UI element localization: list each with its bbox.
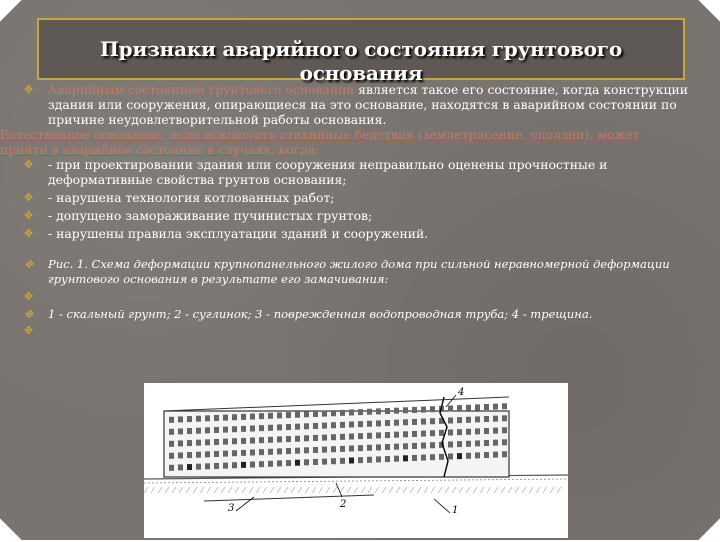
window	[502, 451, 507, 457]
figure-caption-item	[24, 257, 689, 287]
cause-text: - при проектировании здания или сооружения неправильно оценены прочностные и деформативные свойства грунтов основания;	[48, 157, 608, 187]
window	[439, 430, 444, 436]
window	[304, 411, 309, 417]
window	[286, 460, 291, 466]
window	[241, 438, 246, 444]
window	[313, 459, 318, 465]
window	[403, 407, 408, 413]
window	[358, 409, 363, 415]
window	[376, 420, 381, 426]
window	[475, 404, 480, 410]
window	[493, 440, 498, 446]
window	[394, 408, 399, 414]
cause-item	[24, 190, 689, 205]
window	[349, 457, 354, 463]
window	[484, 416, 489, 422]
figure-legend-item	[24, 307, 689, 322]
window	[457, 405, 462, 411]
window	[457, 441, 462, 447]
window	[205, 427, 210, 433]
window	[277, 448, 282, 454]
cause-text: - допущено замораживание пучинистых грунтов;	[48, 208, 373, 223]
window	[268, 449, 273, 455]
window	[385, 420, 390, 426]
window	[466, 441, 471, 447]
empty-item	[24, 289, 689, 304]
definition-paragraph	[24, 82, 689, 127]
window	[340, 458, 345, 464]
window	[412, 407, 417, 413]
window	[358, 433, 363, 439]
window	[232, 426, 237, 432]
window	[205, 451, 210, 457]
window	[178, 440, 183, 446]
window	[295, 412, 300, 418]
window	[349, 409, 354, 415]
window	[223, 439, 228, 445]
window	[385, 432, 390, 438]
window	[448, 453, 453, 459]
definition-text: является такое его состояние, когда конструкции здания или сооружения, опирающиеся на это основание, находятся в аварийном состоянии по причине неудовлетворительной работы основания.	[48, 82, 689, 127]
window	[178, 416, 183, 422]
window	[196, 464, 201, 470]
window	[205, 439, 210, 445]
natural-base-paragraph	[0, 127, 689, 157]
window	[367, 445, 372, 451]
window	[295, 424, 300, 430]
window	[241, 462, 246, 468]
window	[466, 429, 471, 435]
bullet-icon: ✥	[24, 227, 34, 240]
figure-label-2: 2	[340, 499, 347, 510]
window	[430, 430, 435, 436]
window	[313, 411, 318, 417]
window	[331, 434, 336, 440]
window	[286, 436, 291, 442]
window	[259, 461, 264, 467]
window	[250, 462, 255, 468]
window	[358, 457, 363, 463]
window	[322, 447, 327, 453]
definition-term: Аварийным состоянием грунтового основания	[48, 82, 355, 97]
window	[187, 440, 192, 446]
window	[304, 459, 309, 465]
window	[376, 432, 381, 438]
window	[187, 428, 192, 434]
window	[367, 409, 372, 415]
window	[502, 403, 507, 409]
window	[304, 435, 309, 441]
cause-item	[24, 226, 689, 241]
window	[250, 414, 255, 420]
window	[259, 449, 264, 455]
window	[241, 426, 246, 432]
window	[358, 445, 363, 451]
window	[277, 436, 282, 442]
window	[169, 429, 174, 435]
bullet-icon: ✥	[24, 209, 34, 222]
bullet-icon: ✥	[24, 308, 34, 321]
window	[322, 411, 327, 417]
window	[457, 429, 462, 435]
window	[502, 415, 507, 421]
window	[340, 446, 345, 452]
window	[268, 425, 273, 431]
window	[403, 455, 408, 461]
window	[412, 443, 417, 449]
window	[394, 432, 399, 438]
window	[484, 452, 489, 458]
window	[430, 454, 435, 460]
window	[421, 407, 426, 413]
window	[502, 439, 507, 445]
window	[178, 452, 183, 458]
window	[169, 441, 174, 447]
window	[223, 427, 228, 433]
window	[331, 410, 336, 416]
empty-item	[24, 323, 689, 338]
window	[205, 415, 210, 421]
window	[331, 458, 336, 464]
window	[466, 417, 471, 423]
window	[214, 415, 219, 421]
window	[295, 436, 300, 442]
window	[322, 435, 327, 441]
cause-text: - нарушена технология котлованных работ;	[48, 190, 335, 205]
window	[277, 412, 282, 418]
bullet-icon: ✥	[24, 324, 34, 337]
window	[412, 455, 417, 461]
window	[322, 459, 327, 465]
window	[214, 451, 219, 457]
building-deformation-figure	[144, 383, 568, 538]
window	[295, 460, 300, 466]
window	[214, 427, 219, 433]
window	[466, 405, 471, 411]
cause-item	[24, 157, 689, 187]
window	[340, 422, 345, 428]
window	[394, 420, 399, 426]
window	[430, 442, 435, 448]
window	[457, 453, 462, 459]
window	[376, 408, 381, 414]
window	[178, 464, 183, 470]
window	[277, 460, 282, 466]
window	[169, 417, 174, 423]
window	[223, 451, 228, 457]
window	[259, 413, 264, 419]
window	[295, 448, 300, 454]
window	[376, 444, 381, 450]
window	[421, 443, 426, 449]
window	[394, 456, 399, 462]
window	[484, 440, 489, 446]
building-diagram	[144, 383, 568, 538]
window	[448, 417, 453, 423]
window	[349, 433, 354, 439]
window	[475, 428, 480, 434]
window	[394, 444, 399, 450]
window	[268, 413, 273, 419]
window	[331, 446, 336, 452]
slide-title: Признаки аварийного состояния грунтового основания	[100, 37, 622, 85]
bullet-icon: ✥	[24, 290, 34, 303]
window	[403, 419, 408, 425]
window	[421, 431, 426, 437]
window	[367, 457, 372, 463]
window	[367, 433, 372, 439]
window	[403, 431, 408, 437]
window	[232, 414, 237, 420]
window	[385, 444, 390, 450]
cause-item	[24, 208, 689, 223]
window	[232, 438, 237, 444]
window	[232, 450, 237, 456]
window	[313, 435, 318, 441]
window	[412, 419, 417, 425]
window	[421, 455, 426, 461]
window	[223, 415, 228, 421]
window	[286, 412, 291, 418]
slide-content	[0, 82, 689, 338]
window	[493, 416, 498, 422]
window	[502, 427, 507, 433]
window	[241, 450, 246, 456]
window	[430, 418, 435, 424]
figure-label-4: 4	[458, 387, 465, 398]
window	[178, 428, 183, 434]
window	[430, 406, 435, 412]
figure-label-1: 1	[452, 505, 459, 516]
cause-text: - нарушены правила эксплуатации зданий и сооружений.	[48, 226, 429, 241]
window	[214, 463, 219, 469]
window	[205, 463, 210, 469]
window	[250, 450, 255, 456]
window	[493, 404, 498, 410]
window	[403, 443, 408, 449]
natural-base-text: Естественное основание, если исключить стихийные бедствия (землетрясение, оползни), может прийти в аварийное состояние в случаях, когда:	[0, 127, 640, 157]
window	[493, 428, 498, 434]
bullet-icon: ✥	[24, 191, 34, 204]
window	[367, 421, 372, 427]
window	[358, 421, 363, 427]
window	[376, 456, 381, 462]
figure-label-3: 3	[228, 503, 235, 514]
window	[349, 445, 354, 451]
window	[484, 404, 489, 410]
window	[187, 416, 192, 422]
window	[475, 452, 480, 458]
window	[439, 454, 444, 460]
window	[448, 405, 453, 411]
window	[484, 428, 489, 434]
window	[340, 434, 345, 440]
window	[286, 424, 291, 430]
window	[421, 419, 426, 425]
window	[493, 452, 498, 458]
window	[448, 441, 453, 447]
window	[196, 440, 201, 446]
window	[241, 414, 246, 420]
window	[313, 423, 318, 429]
window	[304, 423, 309, 429]
window	[250, 438, 255, 444]
window	[169, 453, 174, 459]
window	[223, 463, 228, 469]
window	[466, 453, 471, 459]
window	[250, 426, 255, 432]
window	[196, 428, 201, 434]
window	[286, 448, 291, 454]
window	[313, 447, 318, 453]
window	[412, 431, 417, 437]
window	[187, 464, 192, 470]
window	[268, 461, 273, 467]
window	[232, 462, 237, 468]
window	[331, 422, 336, 428]
window	[385, 408, 390, 414]
window	[214, 439, 219, 445]
figure-legend: 1 - скальный грунт; 2 - суглинок; 3 - поврежденная водопроводная труба; 4 - трещина.	[48, 307, 593, 321]
bullet-icon: ✥	[24, 158, 34, 171]
window	[196, 452, 201, 458]
bullet-icon: ✥	[24, 258, 34, 271]
bullet-icon: ✥	[24, 83, 34, 96]
window	[304, 447, 309, 453]
window	[349, 421, 354, 427]
window	[259, 437, 264, 443]
figure-caption: Рис. 1. Схема деформации крупнопанельного жилого дома при сильной неравномерной деформации грунтового основания в результате его замачивания:	[48, 257, 670, 286]
window	[475, 416, 480, 422]
title-box	[37, 18, 685, 85]
window	[475, 440, 480, 446]
window	[187, 452, 192, 458]
window	[259, 425, 264, 431]
window	[196, 416, 201, 422]
window	[340, 410, 345, 416]
window	[385, 456, 390, 462]
window	[322, 423, 327, 429]
window	[169, 465, 174, 471]
window	[277, 424, 282, 430]
window	[268, 437, 273, 443]
window	[457, 417, 462, 423]
window	[448, 429, 453, 435]
